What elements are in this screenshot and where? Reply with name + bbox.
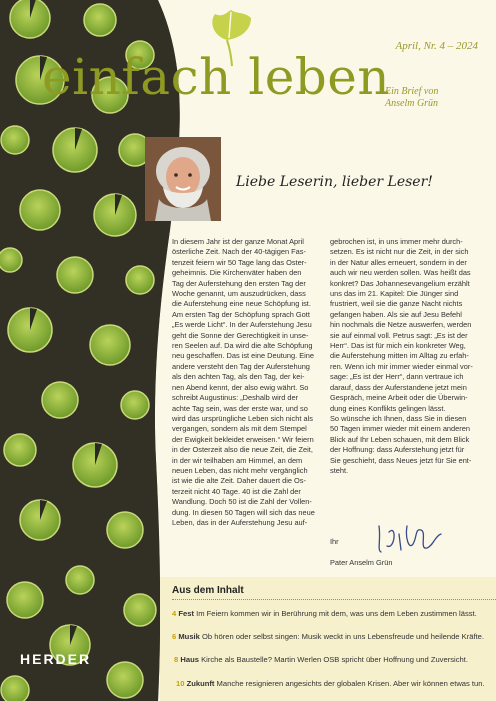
contents-title: Aus dem Inhalt bbox=[172, 585, 244, 596]
contents-item[interactable] bbox=[174, 655, 492, 664]
letter-line: Blick auf Ihr Leben schauen, mit dem Blick bbox=[330, 434, 470, 444]
contents-item-topic: Fest bbox=[178, 609, 194, 618]
letter-line: Wandlung. Doch 50 ist die Zahl der Vollen- bbox=[172, 497, 312, 507]
letter-line: ren. Wenn ich mir immer wieder einmal vor- bbox=[330, 361, 473, 371]
letter-line: nen Abend kennt, der also ewig währt. So bbox=[172, 382, 309, 392]
tagline-line: Ein Brief von bbox=[385, 86, 439, 97]
letter-line: der Ewigkeit bekleidet erweisen.“ Wir feiern bbox=[172, 434, 314, 444]
letter-line: Tag der Auferstehung den ersten Tag der bbox=[172, 278, 306, 288]
signature-name: Pater Anselm Grün bbox=[330, 558, 393, 567]
letter-line: sie auf einmal voll. Petrus sagt: „Es ist der bbox=[330, 330, 468, 340]
letter-line: geht die Sonne der Gerechtigkeit in unse- bbox=[172, 330, 309, 340]
contents-item[interactable] bbox=[172, 632, 492, 641]
letter-line: gefangen haben. Als sie auf Jesu Befehl bbox=[330, 309, 462, 319]
letter-line: In diesem Jahr ist der ganze Monat April bbox=[172, 237, 304, 246]
letter-line: Woche genannt, um auszudrücken, dass bbox=[172, 289, 306, 299]
contents-item-page: 10 bbox=[176, 679, 185, 688]
letter-line: in der wir teilhaben am Himmel, an dem bbox=[172, 455, 303, 465]
letter-line: „Es werde Licht“. In der Auferstehung Jesu bbox=[172, 320, 312, 330]
letter-line: Gespräch, meine Arbeit oder die Überwin- bbox=[330, 393, 468, 403]
contents-item-text: Kirche als Baustelle? Martin Werlen OSB spricht über Hoffnung und Zuversicht. bbox=[201, 655, 468, 664]
letter-line: darauf, dass der Auferstandene jetzt mein bbox=[330, 382, 467, 392]
letter-line: dung. In diesen 50 Tagen will sich das neue bbox=[172, 507, 315, 517]
signature-label: Ihr bbox=[330, 537, 339, 546]
letter-line: hin nochmals die Netze auswerfen, werden bbox=[330, 320, 472, 330]
contents-item[interactable] bbox=[176, 679, 492, 688]
letter-line: der Hoffnung: dass Auferstehung jetzt für bbox=[330, 445, 465, 455]
issue-label: April, Nr. 4 – 2024 bbox=[395, 40, 478, 52]
contents-item-topic: Zukunft bbox=[186, 679, 215, 688]
letter-line: sage: „Es ist der Herr“, dann vertraue ich bbox=[330, 372, 464, 382]
letter-line: Leben, das in der Auferstehung Jesu auf- bbox=[172, 517, 308, 527]
letter-line: terzeit nicht 40 Tage. 40 ist die Zahl der bbox=[172, 486, 301, 496]
letter-line: neu geschaffen. Das ist eine Deutung. Eine bbox=[172, 351, 315, 361]
letter-line: als den achten Tag, als den Tag, der kei- bbox=[172, 372, 305, 382]
tagline-line: Anselm Grün bbox=[385, 98, 439, 109]
letter-line: setzen. Es ist nicht nur die Zeit, in der sich bbox=[330, 247, 469, 257]
letter-line: dung eines Konflikts gelingen lässt. bbox=[330, 403, 446, 413]
letter-column-2 bbox=[330, 237, 480, 476]
letter-line: in der Osterzeit also die neue Zeit, die Zeit, bbox=[172, 445, 313, 455]
letter-line: konkret? Das Johannesevangelium erzählt bbox=[330, 278, 470, 288]
letter-line: die Auferstehung eine neue Schöpfung ist. bbox=[172, 299, 311, 309]
contents-item-page: 4 bbox=[172, 609, 177, 618]
contents-item-topic: Haus bbox=[180, 655, 199, 664]
letter-line: ren Seelen auf. Da wird die alte Schöpfung bbox=[172, 341, 313, 351]
masthead-title: einfach leben bbox=[42, 48, 391, 106]
contents-item-text: Ob hören oder selbst singen: Musik weckt in uns Lebensfreude und heilende Kräfte. bbox=[202, 632, 485, 641]
letter-line: So wünsche ich Ihnen, dass Sie in diesen bbox=[330, 413, 467, 423]
tagline bbox=[385, 86, 438, 110]
letter-line: neuen Leben, das nicht mehr vergänglich bbox=[172, 465, 308, 475]
contents-item[interactable] bbox=[172, 609, 492, 618]
publisher-logo: HERDER bbox=[20, 651, 92, 667]
contents-item-topic: Musik bbox=[178, 632, 200, 641]
letter-line: Herr“. Das ist für mich ein konkreter Weg, bbox=[330, 341, 466, 351]
letter-line: 50 Tagen immer wieder mit einem anderen bbox=[330, 424, 470, 434]
letter-line: vergangen, sondern als mit dem Stempel bbox=[172, 424, 307, 434]
contents-item-page: 6 bbox=[172, 632, 177, 641]
letter-line: achte Tag sein, was der erste war, und so bbox=[172, 403, 308, 413]
letter-line: uns das im 21. Kapitel: Die Jünger sind bbox=[330, 289, 459, 299]
letter-line: Sie geschieht, dass Neues jetzt für Sie ent- bbox=[330, 455, 472, 465]
letter-line: geheimnis. Die Kirchenväter haben den bbox=[172, 268, 302, 278]
letter-line: gebrochen ist, in uns immer mehr durch- bbox=[330, 237, 463, 246]
letter-line: österliche Zeit. Nach der 40-tägigen Fas- bbox=[172, 247, 306, 257]
greeting-heading: Liebe Leserin, lieber Leser! bbox=[236, 174, 433, 190]
letter-line: andere versteht den Tag der Auferstehung bbox=[172, 361, 310, 371]
contents-item-text: Im Feiern kommen wir in Berührung mit dem, was uns dem Leben zustimmen lässt. bbox=[196, 609, 477, 618]
letter-line: in der Natur alles erneuert, sondern in der bbox=[330, 257, 467, 267]
letter-line: ist wie die alte Zeit. Daher dauert die Os- bbox=[172, 476, 306, 486]
contents-item-text: Manche resignieren angesichts der globalen Krisen. Aber wir können etwas tun. bbox=[216, 679, 485, 688]
letter-line: auch wir neu werden sollen. Was heißt das bbox=[330, 268, 471, 278]
letter-line: schreibt Augustinus: „Deshalb wird der bbox=[172, 393, 299, 403]
letter-line: die Auferstehung mitten im Alltag zu erfah- bbox=[330, 351, 469, 361]
letter-column-1 bbox=[172, 237, 322, 528]
letter-line: Am ersten Tag der Schöpfung sprach Gott bbox=[172, 309, 310, 319]
author-portrait bbox=[145, 137, 221, 221]
letter-line: wird das ursprüngliche Leben sich nicht als bbox=[172, 413, 313, 423]
letter-line: steht. bbox=[330, 465, 349, 475]
contents-panel bbox=[160, 577, 496, 701]
divider bbox=[172, 599, 496, 600]
letter-line: tenzeit feiern wir 50 Tage lang das Oster- bbox=[172, 257, 307, 267]
contents-item-page: 8 bbox=[174, 655, 179, 664]
letter-line: frustriert, weil sie die ganze Nacht nichts bbox=[330, 299, 463, 309]
handwritten-signature bbox=[375, 520, 445, 556]
